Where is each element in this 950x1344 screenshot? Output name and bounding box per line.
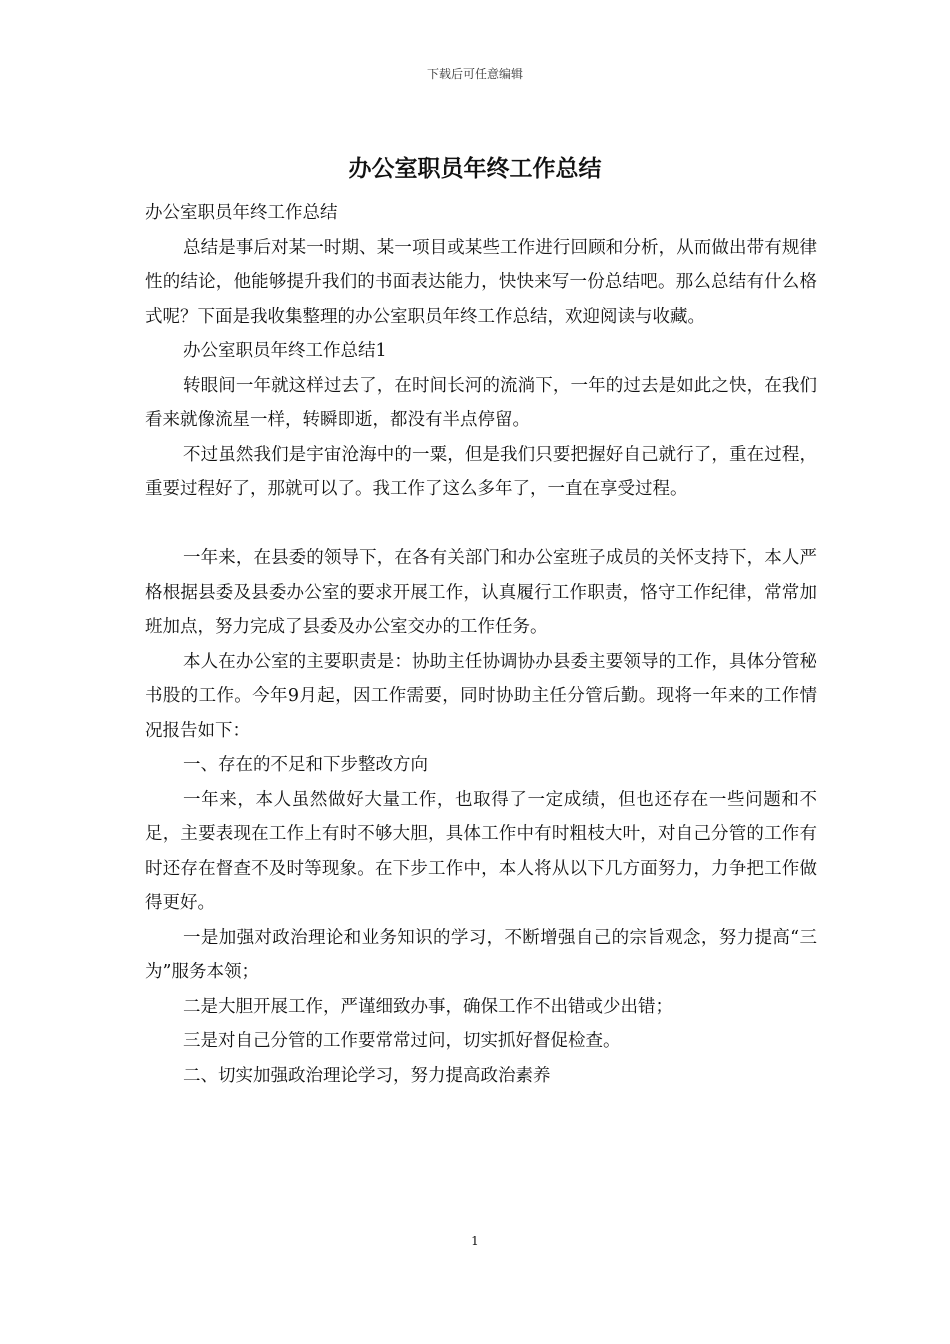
- section-heading: 一、存在的不足和下步整改方向: [183, 755, 428, 775]
- intro-paragraph: 总结是事后对某一时期、某一项目或某些工作进行回顾和分析，从而做出带有规律性的结论，他能够提升我们的书面表达能力，快快来写一份总结吧。那么总结有什么格式呢？下面是我收集整理的办公室职员年终工作总结，欢迎阅读与收藏。: [145, 237, 817, 327]
- body-paragraph: 一年来，本人虽然做好大量工作，也取得了一定成绩，但也还存在一些问题和不足，主要表现在工作上有时不够大胆，具体工作中有时粗枝大叶，对自己分管的工作有时还存在督查不及时等现象。在下步工作中，本人将从以下几方面努力，力争把工作做得更好。: [145, 789, 817, 913]
- blank-line: [145, 507, 817, 542]
- body-paragraph: 二是大胆开展工作，严谨细致办事，确保工作不出错或少出错；: [183, 996, 673, 1017]
- section-heading: 二、切实加强政治理论学习，努力提高政治素养: [183, 1065, 551, 1086]
- document-title: 办公室职员年终工作总结: [348, 155, 602, 182]
- subtitle-line: 办公室职员年终工作总结: [145, 203, 338, 223]
- body-paragraph: 一是加强对政治理论和业务知识的学习，不断增强自己的宗旨观念，努力提高“三为”服务本领；: [145, 927, 817, 982]
- body-paragraph: 转眼间一年就这样过去了，在时间长河的流淌下，一年的过去是如此之快，在我们看来就像流星一样，转瞬即逝，都没有半点停留。: [145, 375, 817, 430]
- body-paragraph: 本人在办公室的主要职责是：协助主任协调协办县委主要领导的工作，具体分管秘书股的工作。今年9月起，因工作需要，同时协助主任分管后勤。现将一年来的工作情况报告如下：: [145, 651, 817, 741]
- document-body: [145, 196, 817, 1093]
- header-note: 下载后可任意编辑: [426, 67, 523, 81]
- body-paragraph: 三是对自己分管的工作要常常过问，切实抓好督促检查。: [183, 1031, 621, 1051]
- body-paragraph: 不过虽然我们是宇宙沧海中的一粟，但是我们只要把握好自己就行了，重在过程，重要过程好了，那就可以了。我工作了这么多年了，一直在享受过程。: [145, 444, 817, 499]
- page-number: 1: [471, 1234, 479, 1248]
- body-paragraph: 一年来，在县委的领导下，在各有关部门和办公室班子成员的关怀支持下，本人严格根据县委及县委办公室的要求开展工作，认真履行工作职责，恪守工作纪律，常常加班加点，努力完成了县委及办公室交办的工作任务。: [145, 548, 817, 637]
- section-heading: 办公室职员年终工作总结1: [183, 341, 387, 361]
